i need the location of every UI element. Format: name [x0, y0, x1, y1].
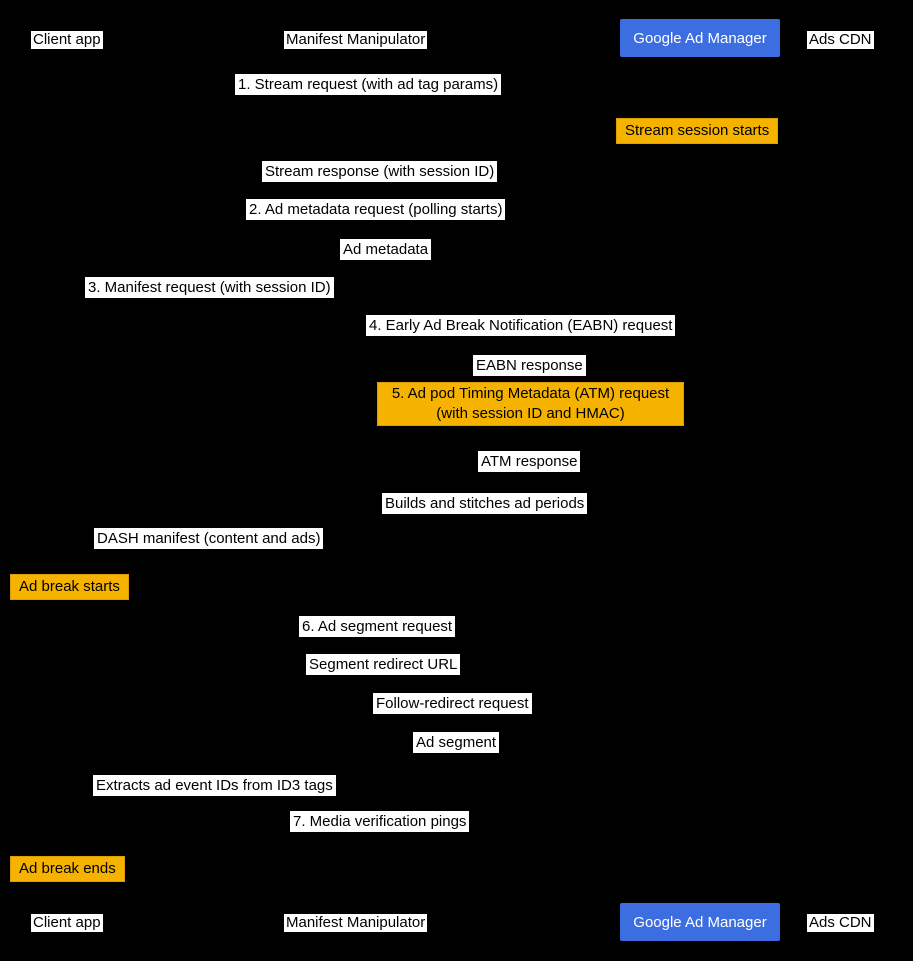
note-ad-break-ends: Ad break ends — [10, 856, 125, 882]
message-dash-manifest: DASH manifest (content and ads) — [94, 528, 323, 549]
message-eabn-request: 4. Early Ad Break Notification (EABN) request — [366, 315, 675, 336]
message-builds-and-stitches: Builds and stitches ad periods — [382, 493, 587, 514]
actor-google-ad-manager-bottom: Google Ad Manager — [620, 903, 780, 941]
actor-ads-cdn-top: Ads CDN — [809, 31, 872, 48]
note-atm-request-line1: 5. Ad pod Timing Metadata (ATM) request — [391, 385, 670, 402]
actor-manifest-manipulator-bottom: Manifest Manipulator — [286, 914, 426, 931]
note-atm-request — [377, 382, 684, 426]
message-manifest-request: 3. Manifest request (with session ID) — [85, 277, 334, 298]
message-stream-response: Stream response (with session ID) — [262, 161, 497, 182]
note-ad-break-starts: Ad break starts — [10, 574, 129, 600]
message-extracts-id3: Extracts ad event IDs from ID3 tags — [93, 775, 336, 796]
message-ad-segment: Ad segment — [413, 732, 499, 753]
message-ad-metadata: Ad metadata — [340, 239, 431, 260]
actor-client-app-top: Client app — [33, 31, 101, 48]
message-ad-metadata-request: 2. Ad metadata request (polling starts) — [246, 199, 505, 220]
actor-client-app-bottom: Client app — [33, 914, 101, 931]
message-eabn-response: EABN response — [473, 355, 586, 376]
message-stream-request: 1. Stream request (with ad tag params) — [235, 74, 501, 95]
message-media-verification-pings: 7. Media verification pings — [290, 811, 469, 832]
message-segment-redirect-url: Segment redirect URL — [306, 654, 460, 675]
actor-manifest-manipulator-top: Manifest Manipulator — [286, 31, 426, 48]
message-ad-segment-request: 6. Ad segment request — [299, 616, 455, 637]
message-follow-redirect-request: Follow-redirect request — [373, 693, 532, 714]
actor-google-ad-manager-top: Google Ad Manager — [620, 19, 780, 57]
message-atm-response: ATM response — [478, 451, 580, 472]
actor-ads-cdn-bottom: Ads CDN — [809, 914, 872, 931]
note-stream-session-starts: Stream session starts — [616, 118, 778, 144]
note-atm-request-line2: (with session ID and HMAC) — [436, 405, 625, 422]
